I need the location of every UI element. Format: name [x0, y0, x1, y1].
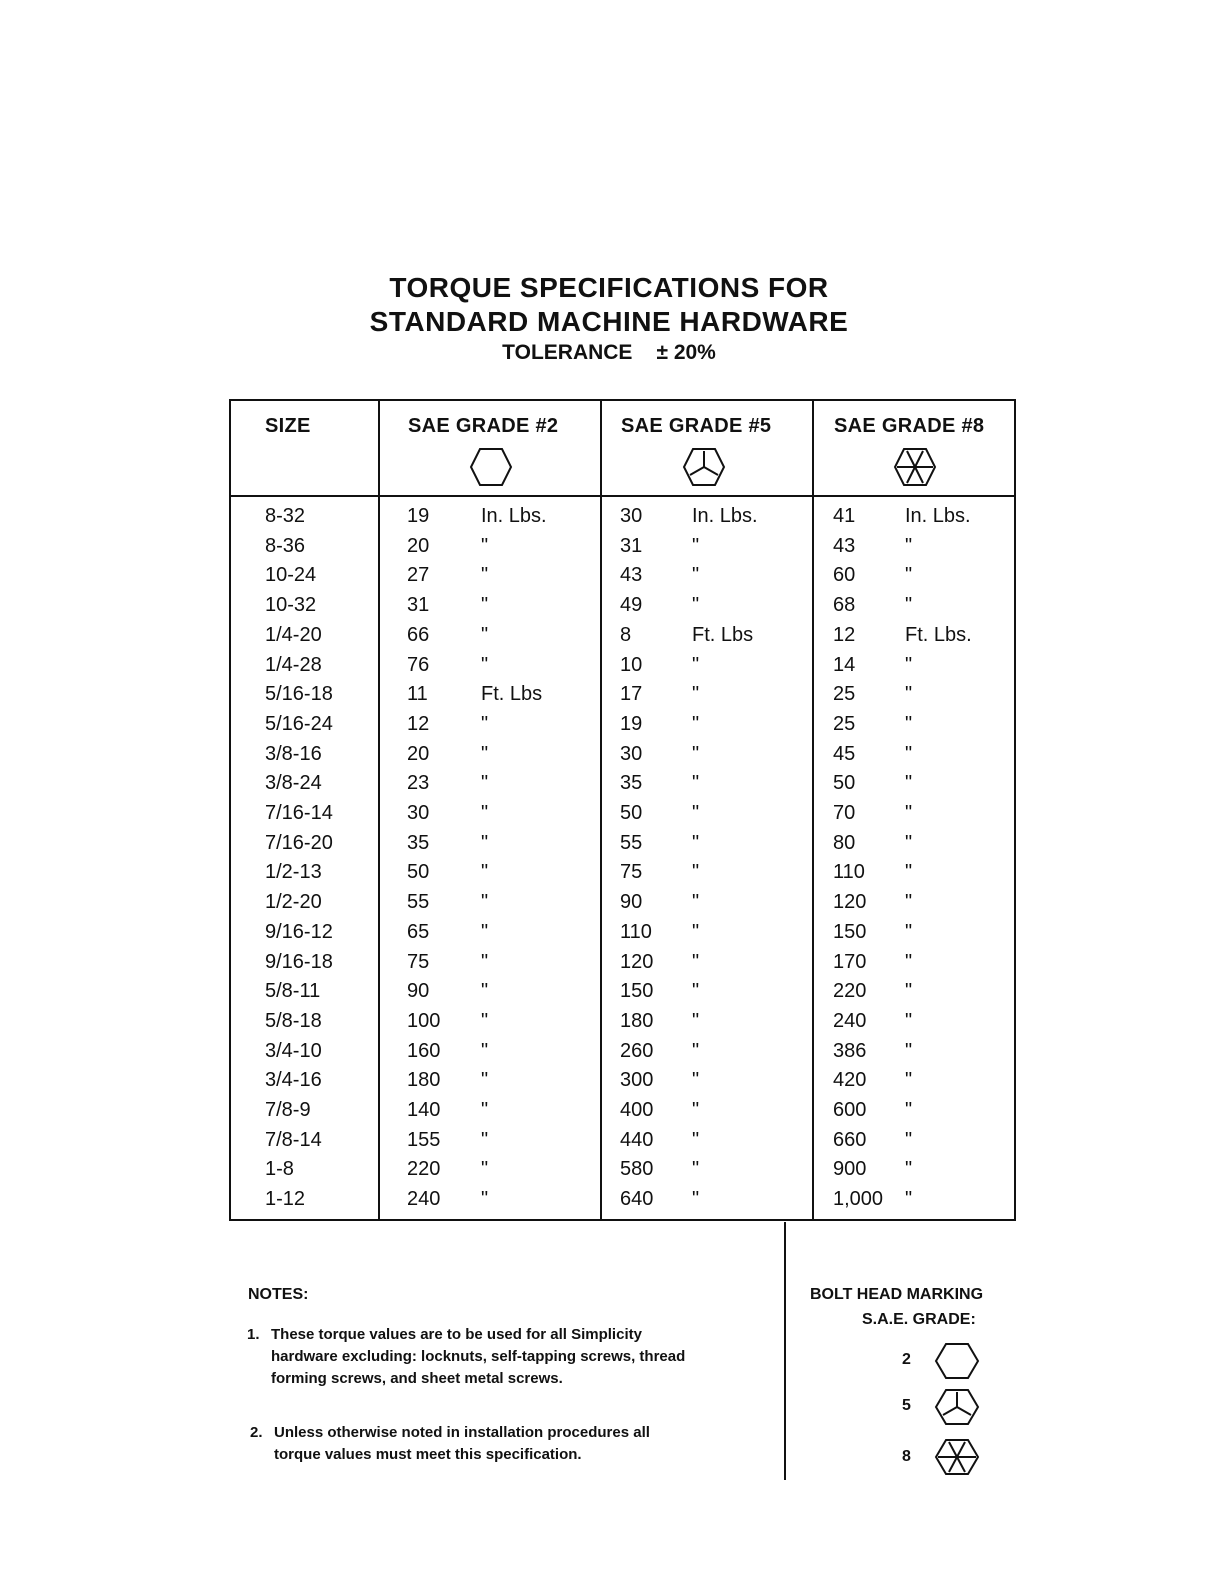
- grade-8-hexagon-icon: [934, 1438, 980, 1476]
- size-cell: 5/8-11: [265, 980, 321, 1003]
- grade-5-value: 31: [620, 534, 643, 557]
- grade-5-value: 110: [620, 920, 652, 943]
- note-1: [247, 1324, 781, 1390]
- grade-5-unit: ": [692, 712, 700, 735]
- size-cell: 8-36: [265, 534, 306, 557]
- grade-8-value: 50: [833, 772, 856, 795]
- size-cell: 9/16-12: [265, 920, 333, 943]
- grade-2-unit: ": [481, 861, 489, 884]
- size-cell: 1/4-28: [265, 653, 322, 676]
- grade-8-value: 45: [833, 742, 856, 765]
- grade-8-unit: ": [905, 1069, 913, 1092]
- note-line: These torque values are to be used for all Simplicity: [271, 1326, 642, 1343]
- bolt-marking-title: BOLT HEAD MARKING: [810, 1286, 984, 1303]
- grade-2-unit: ": [481, 950, 489, 973]
- size-cell: 5/8-18: [265, 1009, 322, 1032]
- header-grade-5: SAE GRADE #5: [621, 415, 772, 437]
- grade-8-value: 60: [833, 564, 856, 587]
- grade-5-value: 440: [620, 1128, 654, 1151]
- grade-8-unit: In. Lbs.: [905, 505, 971, 527]
- grade-8-unit: ": [905, 1099, 913, 1121]
- grade-5-unit: ": [692, 891, 700, 914]
- size-cell: 1/2-20: [265, 891, 322, 914]
- grade-2-unit: Ft. Lbs: [481, 683, 543, 706]
- size-cell: 1-12: [265, 1188, 306, 1211]
- grade-2-value: 27: [407, 564, 430, 587]
- grade-2-unit: ": [481, 1009, 489, 1032]
- grade-8-unit: ": [905, 980, 913, 1003]
- header-size: SIZE: [265, 415, 311, 437]
- grade-2-value: 100: [407, 1009, 441, 1032]
- size-cell: 3/8-24: [265, 772, 322, 795]
- grade-2-value: 66: [407, 623, 430, 646]
- grade-5-hexagon-icon: [934, 1388, 980, 1426]
- table-row: [231, 740, 1014, 770]
- grade-5-unit: ": [692, 1128, 700, 1151]
- note-number: 2.: [250, 1424, 263, 1441]
- grade-5-value: 300: [620, 1069, 654, 1092]
- size-cell: 1/2-13: [265, 861, 322, 884]
- grade-5-unit: ": [692, 1099, 700, 1121]
- grade-8-unit: ": [905, 1158, 913, 1181]
- table-row: [231, 918, 1014, 948]
- size-cell: 8-32: [265, 505, 306, 527]
- grade-5-value: 400: [620, 1099, 654, 1121]
- grade-8-value: 1,000: [833, 1188, 884, 1211]
- grade-8-unit: ": [905, 802, 913, 824]
- grade-8-value: 41: [833, 505, 856, 527]
- grade-2-hexagon-icon: [469, 447, 513, 487]
- notes-divider: [784, 1222, 786, 1480]
- grade-2-value: 20: [407, 534, 430, 557]
- tolerance-label: TOLERANCE: [502, 341, 633, 364]
- grade-8-value: 25: [833, 712, 856, 735]
- grade-2-value: 140: [407, 1099, 441, 1121]
- table-row: [231, 977, 1014, 1007]
- grade-8-value: 70: [833, 802, 856, 824]
- grade-2-value: 50: [407, 861, 430, 884]
- grade-5-unit: ": [692, 802, 700, 824]
- table-row: [231, 1007, 1014, 1037]
- grade-5-hexagon-icon: [682, 447, 726, 487]
- grade-2-unit: ": [481, 772, 489, 795]
- grade-5-unit: ": [692, 1188, 700, 1211]
- size-cell: 10-32: [265, 594, 317, 617]
- grade-2-value: 19: [407, 505, 430, 527]
- note-line: forming screws, and sheet metal screws.: [271, 1370, 563, 1387]
- grade-5-unit: ": [692, 950, 700, 973]
- grade-5-value: 580: [620, 1158, 654, 1181]
- table-row: [231, 1185, 1014, 1215]
- grade-2-value: 240: [407, 1188, 441, 1211]
- grade-2-unit: ": [481, 980, 489, 1003]
- bolt-marking-subtitle: S.A.E. GRADE:: [862, 1311, 976, 1328]
- tolerance-value: ± 20%: [656, 341, 716, 364]
- table-row: [231, 1096, 1014, 1126]
- grade-8-unit: ": [905, 831, 913, 854]
- grade-2-value: 30: [407, 802, 430, 824]
- grade-2-value: 31: [407, 594, 430, 617]
- grade-2-value: 11: [407, 683, 428, 706]
- grade-5-unit: ": [692, 653, 700, 676]
- grade-8-unit: ": [905, 891, 913, 914]
- table-row: [231, 1037, 1014, 1067]
- grade-5-value: 43: [620, 564, 643, 587]
- grade-8-value: 660: [833, 1128, 867, 1151]
- grade-2-unit: ": [481, 831, 489, 854]
- grade-2-unit: ": [481, 653, 489, 676]
- grade-5-unit: ": [692, 1009, 700, 1032]
- grade-2-value: 90: [407, 980, 430, 1003]
- grade-5-value: 640: [620, 1188, 654, 1211]
- table-row: [231, 532, 1014, 562]
- note-line: torque values must meet this specification.: [274, 1446, 582, 1463]
- grade-8-value: 68: [833, 594, 856, 617]
- grade-8-unit: ": [905, 1039, 913, 1062]
- grade-2-value: 23: [407, 772, 430, 795]
- grade-2-value: 65: [407, 920, 430, 943]
- note-2: [250, 1422, 774, 1466]
- table-row: [231, 680, 1014, 710]
- grade-8-unit: ": [905, 534, 913, 557]
- grade-8-value: 25: [833, 683, 856, 706]
- grade-5-unit: ": [692, 683, 700, 706]
- grade-8-unit: ": [905, 594, 913, 617]
- grade-2-unit: ": [481, 1069, 489, 1092]
- grade-5-value: 8: [620, 623, 632, 646]
- grade-5-value: 10: [620, 653, 643, 676]
- note-number: 1.: [247, 1326, 260, 1343]
- grade-5-value: 120: [620, 950, 654, 973]
- grade-5-unit: ": [692, 1158, 700, 1181]
- header-divider: [231, 495, 1014, 497]
- grade-5-unit: In. Lbs.: [692, 505, 758, 527]
- grade-2-unit: ": [481, 891, 489, 914]
- table-row: [231, 591, 1014, 621]
- size-cell: 7/8-9: [265, 1099, 311, 1121]
- grade-8-unit: ": [905, 712, 913, 735]
- grade-8-unit: ": [905, 742, 913, 765]
- grade-8-unit: Ft. Lbs.: [905, 623, 972, 646]
- grade-5-value: 55: [620, 831, 643, 854]
- grade-8-value: 80: [833, 831, 856, 854]
- table-row: [231, 858, 1014, 888]
- grade-5-unit: ": [692, 534, 700, 557]
- grade-2-unit: ": [481, 1158, 489, 1181]
- grade-2-unit: In. Lbs.: [481, 505, 547, 527]
- grade-8-unit: ": [905, 920, 913, 943]
- grade-2-unit: ": [481, 1188, 489, 1211]
- size-cell: 9/16-18: [265, 950, 333, 973]
- grade-5-unit: ": [692, 861, 700, 884]
- table-row: [231, 1155, 1014, 1185]
- size-cell: 1-8: [265, 1158, 294, 1181]
- grade-5-value: 35: [620, 772, 643, 795]
- grade-8-value: 12: [833, 623, 856, 646]
- grade-8-value: 420: [833, 1069, 867, 1092]
- grade-5-value: 50: [620, 802, 643, 824]
- grade-5-value: 260: [620, 1039, 654, 1062]
- table-row: [231, 769, 1014, 799]
- header-grade-2: SAE GRADE #2: [408, 415, 559, 437]
- grade-8-unit: ": [905, 564, 913, 587]
- grade-2-value: 155: [407, 1128, 441, 1151]
- grade-5-unit: ": [692, 564, 700, 587]
- tolerance-line: [0, 341, 1218, 365]
- grade-5-unit: ": [692, 980, 700, 1003]
- size-cell: 3/4-10: [265, 1039, 322, 1062]
- torque-table: [229, 399, 1016, 1221]
- grade-2-unit: ": [481, 1099, 489, 1121]
- grade-8-unit: ": [905, 1009, 913, 1032]
- grade-2-unit: ": [481, 712, 489, 735]
- grade-2-unit: ": [481, 742, 489, 765]
- grade-2-value: 220: [407, 1158, 441, 1181]
- grade-8-value: 110: [833, 861, 865, 884]
- table-row: [231, 1126, 1014, 1156]
- grade-5-unit: ": [692, 742, 700, 765]
- size-cell: 10-24: [265, 564, 317, 587]
- grade-2-value: 180: [407, 1069, 441, 1092]
- grade-8-value: 43: [833, 534, 856, 557]
- grade-5-unit: ": [692, 594, 700, 617]
- size-cell: 7/16-14: [265, 802, 333, 824]
- grade-8-value: 600: [833, 1099, 867, 1121]
- table-row: [231, 799, 1014, 829]
- grade-5-unit: ": [692, 1039, 700, 1062]
- document-title-line2: STANDARD MACHINE HARDWARE: [369, 306, 849, 337]
- table-row: [231, 710, 1014, 740]
- grade-2-unit: ": [481, 534, 489, 557]
- grade-5-value: 30: [620, 505, 643, 527]
- grade-2-unit: ": [481, 623, 489, 646]
- grade-8-unit: ": [905, 772, 913, 795]
- grade-2-unit: ": [481, 920, 489, 943]
- grade-8-value: 150: [833, 920, 867, 943]
- grade-5-value: 30: [620, 742, 643, 765]
- table-row: [231, 651, 1014, 681]
- grade-2-hexagon-icon: [934, 1342, 980, 1380]
- grade-2-value: 55: [407, 891, 430, 914]
- grade-8-value: 900: [833, 1158, 867, 1181]
- grade-5-unit: Ft. Lbs: [692, 623, 754, 646]
- bolt-marking-grade-5-label: 5: [902, 1397, 911, 1414]
- grade-2-unit: ": [481, 594, 489, 617]
- grade-8-unit: ": [905, 950, 913, 973]
- grade-8-value: 14: [833, 653, 856, 676]
- grade-5-value: 180: [620, 1009, 654, 1032]
- grade-8-hexagon-icon: [893, 447, 937, 487]
- grade-2-value: 35: [407, 831, 430, 854]
- notes-heading: NOTES:: [248, 1286, 309, 1303]
- grade-2-value: 76: [407, 653, 430, 676]
- table-row: [231, 829, 1014, 859]
- size-cell: 7/16-20: [265, 831, 333, 854]
- grade-2-value: 160: [407, 1039, 441, 1062]
- grade-5-value: 49: [620, 594, 643, 617]
- note-line: Unless otherwise noted in installation procedures all: [274, 1424, 650, 1441]
- note-line: hardware excluding: locknuts, self-tapping screws, thread: [271, 1348, 686, 1365]
- grade-8-unit: ": [905, 653, 913, 676]
- grade-8-unit: ": [905, 1188, 913, 1211]
- table-row: [231, 948, 1014, 978]
- table-row: [231, 1066, 1014, 1096]
- size-cell: 5/16-24: [265, 712, 333, 735]
- grade-5-value: 19: [620, 712, 643, 735]
- table-row: [231, 502, 1014, 532]
- table-row: [231, 621, 1014, 651]
- grade-2-unit: ": [481, 802, 489, 824]
- size-cell: 7/8-14: [265, 1128, 322, 1151]
- grade-5-value: 150: [620, 980, 654, 1003]
- table-row: [231, 888, 1014, 918]
- grade-5-unit: ": [692, 920, 700, 943]
- grade-2-value: 75: [407, 950, 430, 973]
- bolt-marking-grade-8-label: 8: [902, 1448, 911, 1465]
- grade-5-unit: ": [692, 831, 700, 854]
- grade-8-value: 170: [833, 950, 867, 973]
- grade-8-value: 220: [833, 980, 867, 1003]
- table-row: [231, 561, 1014, 591]
- document-title-line1: TORQUE SPECIFICATIONS FOR: [389, 272, 829, 303]
- grade-2-value: 12: [407, 712, 430, 735]
- size-cell: 3/4-16: [265, 1069, 322, 1092]
- grade-2-value: 20: [407, 742, 430, 765]
- grade-2-unit: ": [481, 564, 489, 587]
- grade-2-unit: ": [481, 1039, 489, 1062]
- grade-8-unit: ": [905, 1128, 913, 1151]
- grade-8-value: 240: [833, 1009, 867, 1032]
- size-cell: 1/4-20: [265, 623, 322, 646]
- grade-8-value: 386: [833, 1039, 867, 1062]
- grade-8-value: 120: [833, 891, 867, 914]
- grade-2-unit: ": [481, 1128, 489, 1151]
- bolt-marking-grade-2-label: 2: [902, 1351, 911, 1368]
- size-cell: 3/8-16: [265, 742, 322, 765]
- grade-8-unit: ": [905, 683, 913, 706]
- header-grade-8: SAE GRADE #8: [834, 415, 985, 437]
- grade-5-unit: ": [692, 1069, 700, 1092]
- size-cell: 5/16-18: [265, 683, 333, 706]
- grade-5-value: 75: [620, 861, 643, 884]
- grade-8-unit: ": [905, 861, 913, 884]
- grade-5-value: 90: [620, 891, 643, 914]
- grade-5-unit: ": [692, 772, 700, 795]
- grade-5-value: 17: [620, 683, 643, 706]
